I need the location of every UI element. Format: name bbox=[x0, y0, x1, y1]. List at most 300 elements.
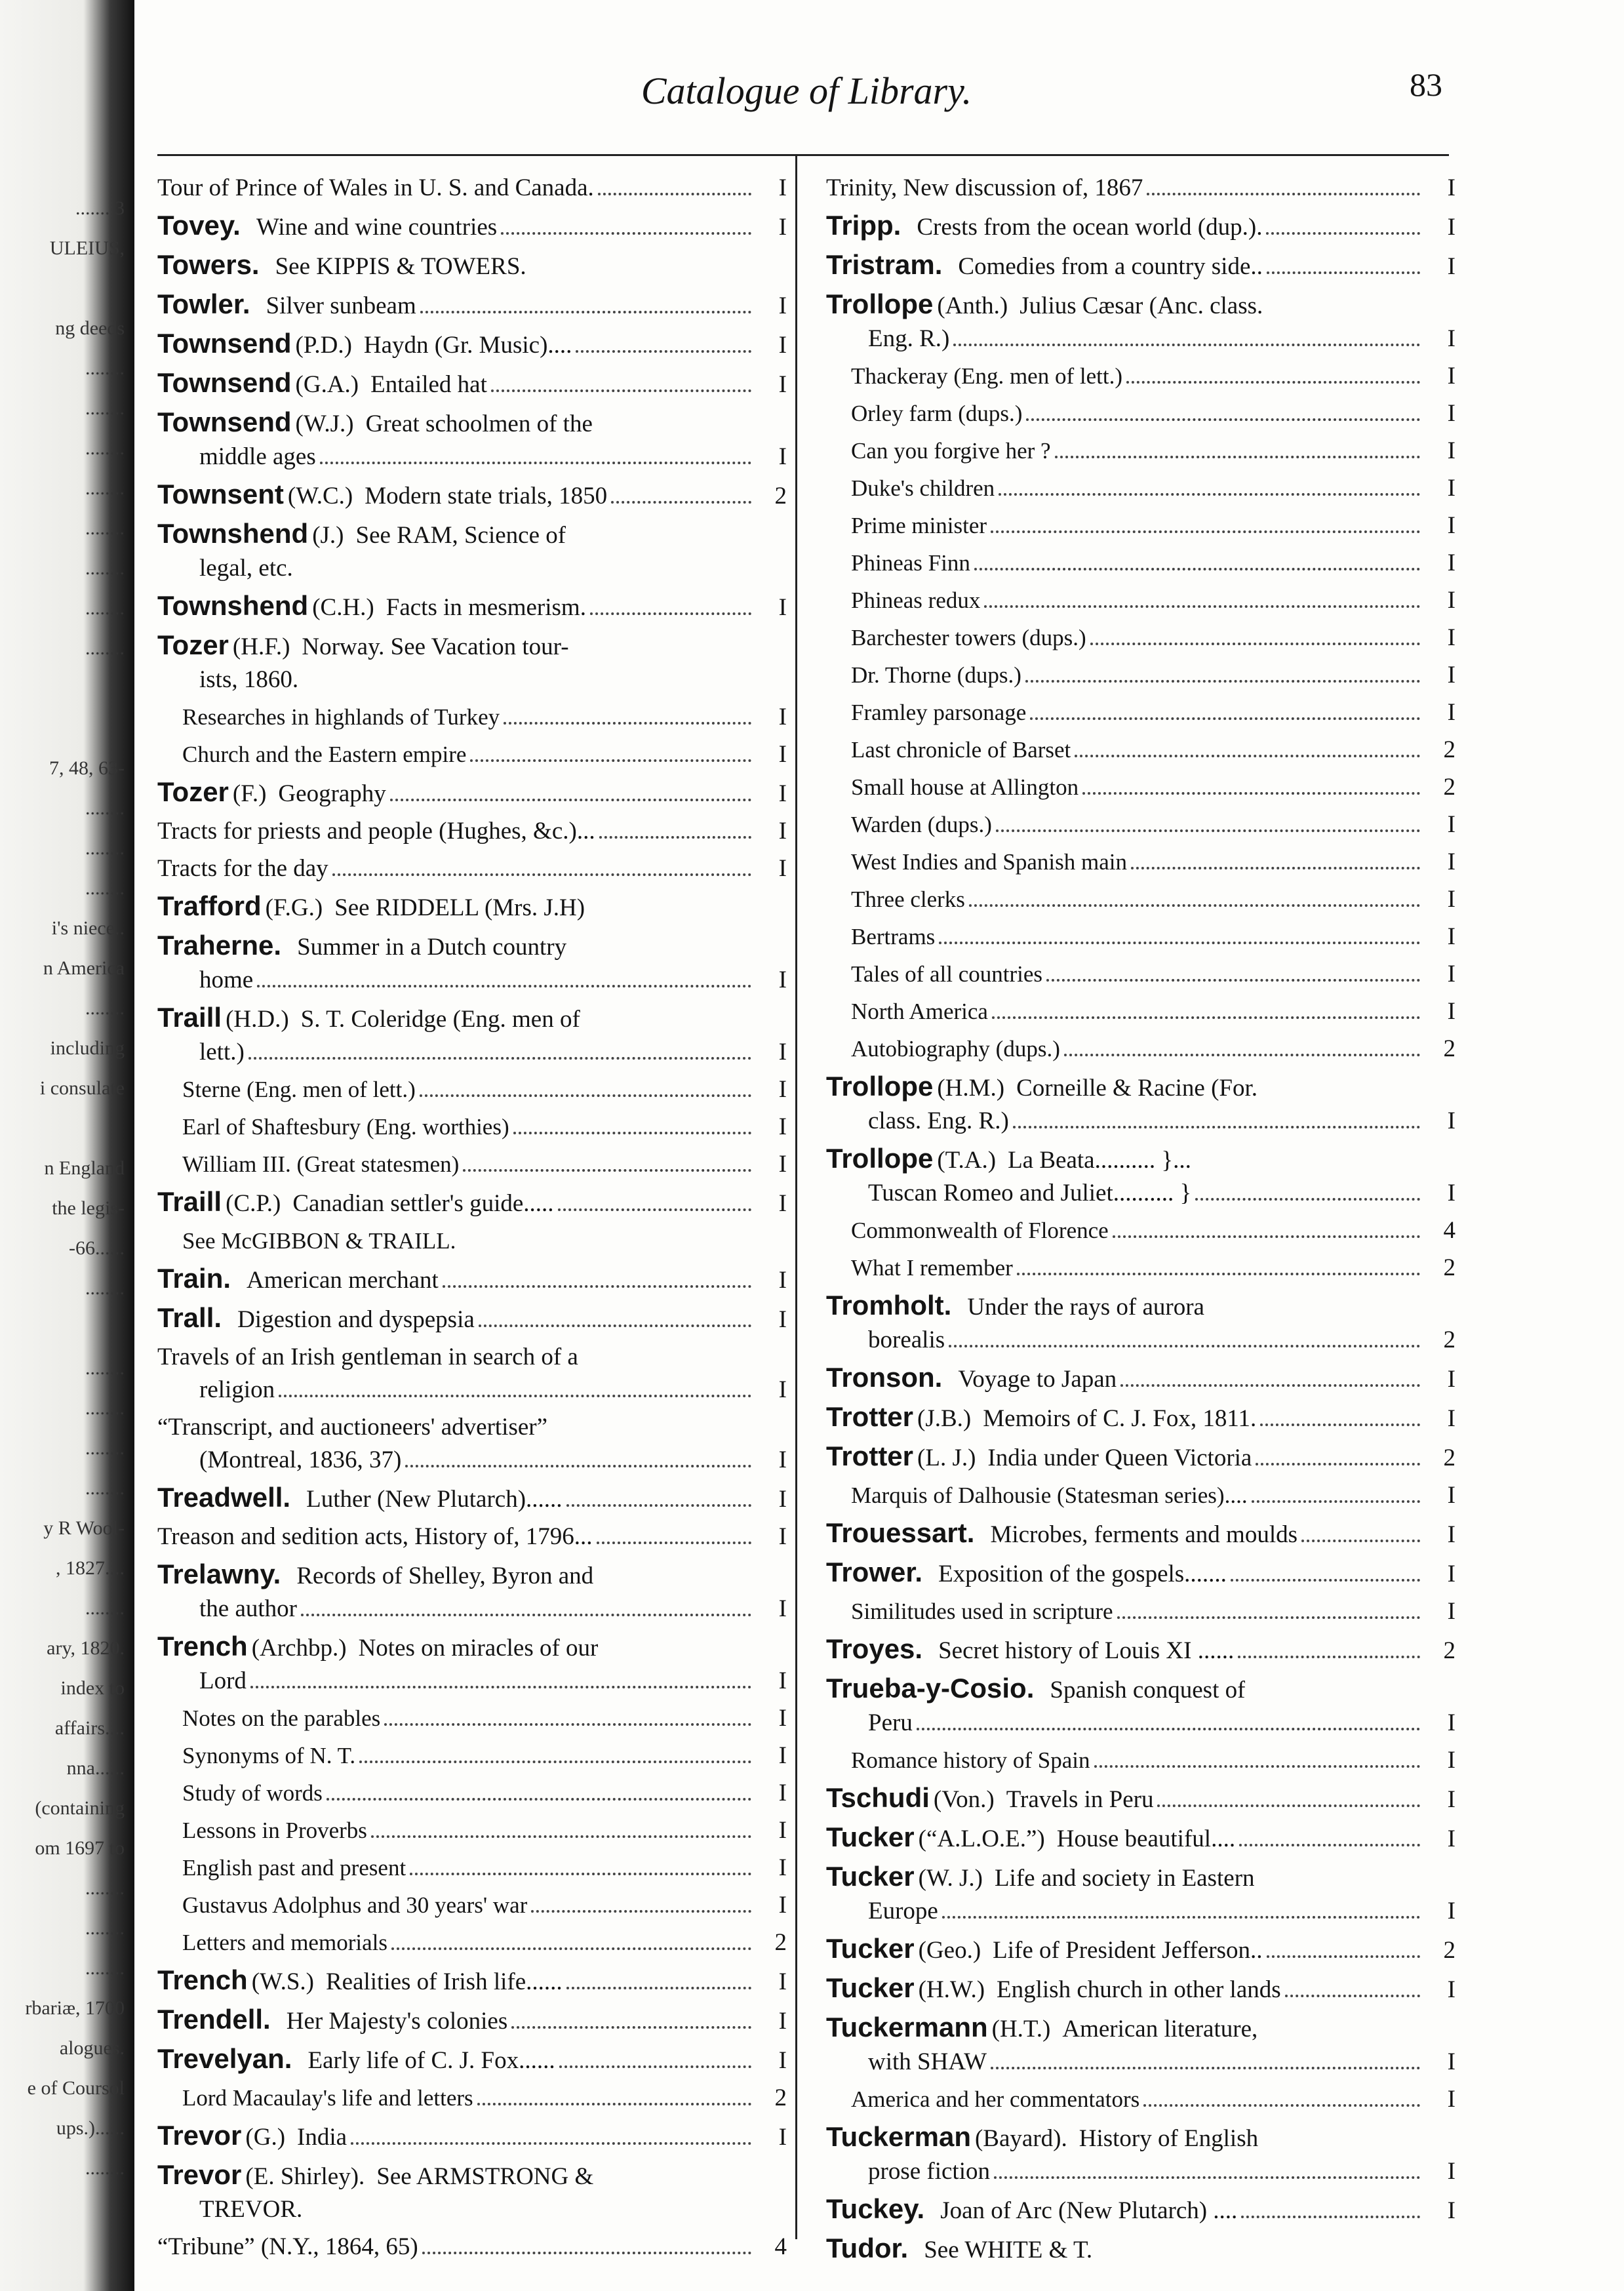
entry-initials: (Archbp.) bbox=[251, 1635, 347, 1662]
entry-title: West Indies and Spanish main bbox=[851, 849, 1128, 875]
entry-initials: (H.D.) bbox=[226, 1006, 289, 1033]
entry-title: What I remember bbox=[851, 1255, 1013, 1281]
catalogue-entry bbox=[157, 2042, 787, 2077]
volume-count: I bbox=[1447, 2048, 1456, 2075]
catalogue-entry bbox=[157, 1702, 787, 1735]
volume-count: I bbox=[1447, 961, 1456, 987]
volume-count: I bbox=[1447, 848, 1456, 875]
previous-page-fragment: ........ bbox=[85, 1917, 125, 1939]
entry-line bbox=[826, 1707, 1456, 1740]
catalogue-entry bbox=[157, 2119, 787, 2154]
entry-initials: (G.A.) bbox=[295, 371, 359, 398]
previous-page-fragment: ........ bbox=[85, 1357, 125, 1379]
catalogue-entry bbox=[157, 1302, 787, 1336]
leader-dots bbox=[942, 1907, 1420, 1919]
leader-dots bbox=[611, 492, 751, 504]
volume-count: I bbox=[778, 1595, 787, 1622]
entry-line bbox=[826, 1744, 1456, 1777]
entry-line bbox=[157, 1814, 787, 1847]
entry-author: Tuckerman bbox=[826, 2121, 971, 2152]
leader-dots bbox=[332, 864, 751, 876]
entry-title: See WHITE & T. bbox=[924, 2237, 1093, 2263]
catalogue-entry bbox=[826, 1821, 1456, 1856]
catalogue-entry bbox=[157, 2231, 787, 2263]
volume-count: I bbox=[1447, 1825, 1456, 1852]
entry-line bbox=[826, 808, 1456, 841]
leader-dots bbox=[953, 334, 1420, 346]
volume-count: 2 bbox=[1443, 1937, 1456, 1964]
catalogue-entry bbox=[826, 1401, 1456, 1435]
catalogue-entry bbox=[826, 1744, 1456, 1777]
entry-line bbox=[157, 1926, 787, 1959]
entry-author: Tovey. bbox=[157, 210, 241, 241]
leader-dots bbox=[1252, 1491, 1420, 1503]
entry-line bbox=[157, 517, 787, 552]
leader-dots bbox=[1013, 1117, 1420, 1128]
catalogue-entry bbox=[157, 478, 787, 513]
catalogue-entry bbox=[826, 249, 1456, 283]
volume-count: I bbox=[1447, 699, 1456, 726]
entry-author: Towler. bbox=[157, 289, 250, 319]
entry-title: Records of Shelley, Byron and bbox=[296, 1563, 594, 1589]
entry-author: Tucker bbox=[826, 1861, 915, 1892]
entry-title: Lessons in Proverbs bbox=[182, 1818, 367, 1843]
volume-count: I bbox=[1447, 2197, 1456, 2224]
leader-dots bbox=[420, 302, 751, 313]
leader-dots bbox=[566, 1978, 751, 1989]
previous-page-fragment: , 1827.... bbox=[56, 1557, 125, 1579]
entry-author: Trollope bbox=[826, 1071, 934, 1102]
entry-author: Tozer bbox=[157, 629, 229, 660]
entry-title: Travels in Peru bbox=[1006, 1786, 1154, 1813]
page-title: Catalogue of Library. bbox=[641, 70, 972, 112]
entry-line bbox=[826, 2155, 1456, 2188]
entry-title: Wine and wine countries bbox=[256, 214, 498, 241]
previous-page-fragment: (containing bbox=[35, 1797, 125, 1819]
previous-page-fragment: ....... 3 bbox=[75, 197, 125, 219]
leader-dots bbox=[1157, 1795, 1420, 1807]
entry-author: Townsend bbox=[157, 328, 292, 359]
entry-line bbox=[157, 406, 787, 441]
catalogue-entry bbox=[157, 1740, 787, 1772]
leader-dots bbox=[1082, 783, 1420, 795]
catalogue-entry bbox=[157, 172, 787, 205]
previous-page-fragment: ........ bbox=[85, 997, 125, 1019]
entry-title: Silver sunbeam bbox=[266, 292, 416, 319]
entry-line bbox=[826, 622, 1456, 654]
previous-page-fragment: ........ bbox=[85, 1957, 125, 1979]
leader-dots bbox=[422, 2242, 751, 2254]
previous-page-fragment: the legis- bbox=[52, 1197, 125, 1219]
leader-dots bbox=[1143, 2095, 1420, 2107]
volume-count: I bbox=[778, 1076, 787, 1103]
entry-title: Realities of Irish life...... bbox=[325, 1968, 563, 1995]
entry-title: Under the rays of aurora bbox=[967, 1294, 1204, 1321]
leader-dots bbox=[939, 932, 1420, 944]
entry-title: Geography bbox=[278, 780, 386, 807]
entry-line bbox=[157, 629, 787, 664]
entry-line bbox=[826, 1595, 1456, 1628]
entry-title: TREVOR. bbox=[199, 2196, 303, 2223]
entry-line bbox=[157, 2003, 787, 2038]
entry-initials: (F.G.) bbox=[265, 894, 323, 921]
catalogue-entry bbox=[157, 1814, 787, 1847]
entry-line bbox=[157, 552, 787, 585]
volume-count: I bbox=[778, 1705, 787, 1732]
leader-dots bbox=[1094, 1756, 1420, 1768]
entry-line bbox=[157, 1702, 787, 1735]
leader-dots bbox=[443, 1276, 751, 1288]
volume-count: 2 bbox=[1443, 1637, 1456, 1664]
previous-page-fragment: nna...... bbox=[66, 1757, 125, 1779]
entry-initials: (W.C.) bbox=[287, 483, 353, 509]
leader-dots bbox=[1075, 746, 1420, 757]
catalogue-entry bbox=[826, 2121, 1456, 2188]
entry-line bbox=[826, 1289, 1456, 1324]
volume-count: 2 bbox=[774, 2084, 787, 2111]
leader-dots bbox=[991, 521, 1420, 533]
entry-title: religion bbox=[199, 1376, 275, 1403]
entry-title: Tales of all countries bbox=[851, 961, 1043, 987]
catalogue-entry bbox=[157, 1411, 787, 1477]
entry-line bbox=[157, 1073, 787, 1106]
entry-title: Synonyms of N. T. bbox=[182, 1743, 356, 1768]
catalogue-entry bbox=[157, 929, 787, 997]
previous-page-fragment: ........ bbox=[85, 437, 125, 459]
entry-title: English church in other lands bbox=[997, 1976, 1281, 2003]
volume-count: I bbox=[778, 443, 787, 470]
catalogue-entry bbox=[826, 360, 1456, 393]
leader-dots bbox=[1030, 708, 1420, 720]
leader-dots bbox=[1117, 1607, 1420, 1619]
catalogue-entry bbox=[826, 734, 1456, 767]
leader-dots bbox=[1055, 447, 1420, 458]
entry-author: Tudor. bbox=[826, 2233, 909, 2263]
entry-initials: (H.F.) bbox=[232, 633, 290, 660]
catalogue-entry bbox=[826, 846, 1456, 879]
entry-line bbox=[157, 1558, 787, 1593]
entry-line bbox=[826, 472, 1456, 505]
previous-page-fragment: -66...... bbox=[69, 1237, 125, 1259]
previous-page-fragment: i's niece.. bbox=[51, 917, 125, 939]
entry-title: Joan of Arc (New Plutarch) .... bbox=[940, 2197, 1238, 2224]
entry-author: Tuckermann bbox=[826, 2012, 988, 2042]
entry-line bbox=[157, 1630, 787, 1665]
entry-title: See RAM, Science of bbox=[355, 522, 566, 549]
entry-line bbox=[826, 995, 1456, 1028]
entry-author: Townsend bbox=[157, 367, 292, 398]
entry-title: India under Queen Victoria bbox=[987, 1444, 1252, 1471]
leader-dots bbox=[1285, 1985, 1420, 1997]
catalogue-entry bbox=[157, 2082, 787, 2115]
catalogue-entry bbox=[826, 696, 1456, 729]
entry-title: Warden (dups.) bbox=[851, 812, 992, 837]
volume-count: I bbox=[1447, 1482, 1456, 1509]
volume-count: I bbox=[778, 741, 787, 768]
entry-line bbox=[826, 1105, 1456, 1138]
entry-initials: (T.A.) bbox=[937, 1147, 997, 1174]
entry-line bbox=[157, 1411, 787, 1444]
entry-title: Spanish conquest of bbox=[1050, 1677, 1246, 1703]
previous-page-fragment: n America bbox=[43, 957, 125, 979]
catalogue-entry bbox=[826, 172, 1456, 205]
catalogue-entry bbox=[826, 921, 1456, 953]
entry-initials: (C.H.) bbox=[312, 594, 374, 621]
previous-page-fragment: n England bbox=[44, 1157, 125, 1179]
volume-count: I bbox=[1447, 886, 1456, 913]
volume-count: I bbox=[1447, 174, 1456, 201]
entry-line bbox=[157, 209, 787, 244]
previous-page-fragment: ULEIUS, bbox=[49, 237, 125, 259]
entry-line bbox=[157, 738, 787, 771]
entry-initials: (H.W.) bbox=[918, 1976, 985, 2003]
leader-dots bbox=[470, 750, 751, 762]
entry-initials: (P.D.) bbox=[295, 332, 352, 359]
volume-count: I bbox=[778, 2008, 787, 2035]
entry-line bbox=[826, 958, 1456, 991]
entry-author: Tucker bbox=[826, 1972, 915, 2003]
leader-dots bbox=[479, 1315, 751, 1327]
entry-title: Tracts for priests and people (Hughes, &c.)... bbox=[157, 818, 595, 845]
catalogue-entry bbox=[157, 1001, 787, 1069]
volume-count: 4 bbox=[1443, 1217, 1456, 1244]
leader-dots bbox=[320, 452, 751, 464]
volume-count: I bbox=[1447, 2158, 1456, 2185]
previous-page-fragment: ........ bbox=[85, 877, 125, 899]
catalogue-entry bbox=[157, 1521, 787, 1553]
leader-dots bbox=[1301, 1530, 1420, 1542]
entry-title: Church and the Eastern empire bbox=[182, 742, 467, 767]
entry-line bbox=[157, 1593, 787, 1625]
entry-line bbox=[826, 1672, 1456, 1707]
volume-count: I bbox=[1447, 1598, 1456, 1625]
entry-title: Romance history of Spain bbox=[851, 1747, 1090, 1773]
entry-line bbox=[826, 509, 1456, 542]
catalogue-entry bbox=[157, 1630, 787, 1698]
volume-count: I bbox=[778, 1486, 787, 1513]
leader-dots bbox=[390, 789, 751, 801]
previous-page-fragment: ........ bbox=[85, 1597, 125, 1619]
entry-title: Her Majesty's colonies bbox=[286, 2008, 508, 2035]
entry-author: Tschudi bbox=[826, 1782, 930, 1813]
catalogue-entry bbox=[826, 1440, 1456, 1475]
entry-title: S. T. Coleridge (Eng. men of bbox=[300, 1006, 580, 1033]
leader-dots bbox=[1046, 970, 1420, 982]
leader-dots bbox=[371, 1826, 751, 1838]
leader-dots bbox=[1131, 858, 1420, 869]
entry-line bbox=[826, 435, 1456, 468]
volume-count: I bbox=[1447, 363, 1456, 389]
entry-title: Norway. See Vacation tour- bbox=[302, 633, 569, 660]
entry-title: class. Eng. R.) bbox=[868, 1107, 1009, 1134]
entry-line bbox=[157, 1481, 787, 1516]
leader-dots bbox=[999, 484, 1420, 496]
catalogue-entry bbox=[157, 1185, 787, 1220]
entry-line bbox=[826, 1361, 1456, 1396]
volume-count: I bbox=[1447, 998, 1456, 1025]
volume-count: I bbox=[778, 1667, 787, 1694]
entry-title: the author bbox=[199, 1595, 297, 1622]
leader-dots bbox=[597, 1532, 751, 1544]
volume-count: I bbox=[778, 1039, 787, 1066]
entry-line bbox=[157, 664, 787, 696]
entry-title: House beautiful.... bbox=[1056, 1825, 1236, 1852]
entry-initials: (C.P.) bbox=[226, 1190, 281, 1217]
entry-author: Towers. bbox=[157, 249, 260, 280]
entry-line bbox=[157, 1001, 787, 1036]
leader-dots bbox=[992, 1007, 1420, 1019]
entry-author: Trollope bbox=[826, 289, 934, 319]
leader-dots bbox=[1266, 223, 1420, 235]
entry-line bbox=[157, 2119, 787, 2154]
volume-count: I bbox=[778, 594, 787, 621]
leader-dots bbox=[1241, 2206, 1420, 2218]
volume-count: I bbox=[778, 704, 787, 730]
entry-title: Europe bbox=[868, 1898, 938, 1924]
catalogue-entry bbox=[157, 1073, 787, 1106]
volume-count: I bbox=[778, 292, 787, 319]
catalogue-entry bbox=[826, 509, 1456, 542]
catalogue-entry bbox=[826, 472, 1456, 505]
entry-title: Treason and sedition acts, History of, 1796... bbox=[157, 1523, 593, 1550]
volume-count: I bbox=[1447, 214, 1456, 241]
entry-line bbox=[157, 172, 787, 205]
entry-author: Trall. bbox=[157, 1302, 222, 1333]
entry-line bbox=[826, 2121, 1456, 2155]
entry-author: Trower. bbox=[826, 1557, 923, 1587]
volume-count: I bbox=[1447, 437, 1456, 464]
catalogue-entry bbox=[157, 1262, 787, 1297]
leader-dots bbox=[1267, 1946, 1420, 1958]
volume-count: I bbox=[1447, 1366, 1456, 1393]
previous-page-fragment: 7, 48, 63- bbox=[49, 757, 125, 779]
entry-title: Secret history of Louis XI ...... bbox=[938, 1637, 1235, 1664]
leader-dots bbox=[1113, 1226, 1420, 1238]
volume-count: I bbox=[778, 1151, 787, 1178]
catalogue-entry bbox=[157, 701, 787, 734]
volume-count: I bbox=[1447, 1521, 1456, 1548]
entry-line bbox=[826, 734, 1456, 767]
leader-dots bbox=[504, 713, 751, 725]
entry-line bbox=[826, 323, 1456, 355]
entry-title: Framley parsonage bbox=[851, 700, 1027, 725]
catalogue-entry bbox=[157, 890, 787, 925]
previous-page-margin bbox=[0, 0, 134, 2291]
entry-line bbox=[826, 2083, 1456, 2116]
catalogue-entry bbox=[826, 1479, 1456, 1512]
entry-title: American literature, bbox=[1062, 2016, 1258, 2042]
entry-title: Phineas Finn bbox=[851, 550, 970, 576]
volume-count: I bbox=[778, 214, 787, 241]
leader-dots bbox=[598, 184, 751, 195]
volume-count: I bbox=[778, 1306, 787, 1333]
entry-author: Townshend bbox=[157, 518, 309, 549]
entry-line bbox=[157, 1111, 787, 1144]
entry-title: Modern state trials, 1850 bbox=[365, 483, 608, 509]
volume-count: I bbox=[778, 1267, 787, 1294]
leader-dots bbox=[384, 1714, 751, 1726]
volume-count: I bbox=[778, 174, 787, 201]
leader-dots bbox=[257, 976, 751, 987]
entry-line bbox=[826, 2046, 1456, 2079]
catalogue-entry bbox=[157, 1225, 787, 1258]
entry-line bbox=[826, 1252, 1456, 1285]
catalogue-entry bbox=[157, 1964, 787, 1999]
entry-author: Townsend bbox=[157, 407, 292, 437]
entry-line bbox=[826, 921, 1456, 953]
leader-dots bbox=[1090, 633, 1420, 645]
entry-title: borealis bbox=[868, 1326, 945, 1353]
entry-initials: (Von.) bbox=[933, 1786, 995, 1813]
entry-author: Trouessart. bbox=[826, 1517, 975, 1548]
entry-initials: (H.M.) bbox=[937, 1075, 1005, 1102]
previous-page-fragment: rbariæ, 1700 bbox=[25, 1997, 125, 2019]
leader-dots bbox=[248, 1048, 751, 1060]
volume-count: I bbox=[1447, 400, 1456, 427]
volume-count: I bbox=[778, 1892, 787, 1919]
column-divider bbox=[795, 154, 797, 2239]
catalogue-entry bbox=[826, 2011, 1456, 2079]
entry-title: Small house at Allington bbox=[851, 774, 1079, 800]
volume-count: I bbox=[1447, 1786, 1456, 1813]
volume-count: I bbox=[1447, 325, 1456, 352]
left-column bbox=[157, 172, 787, 2268]
volume-count: 2 bbox=[1443, 1444, 1456, 1471]
entry-title: home bbox=[199, 966, 254, 993]
right-column bbox=[826, 172, 1456, 2271]
leader-dots bbox=[1260, 1414, 1420, 1426]
entry-line bbox=[157, 2159, 787, 2193]
volume-count: I bbox=[1447, 587, 1456, 614]
catalogue-entry bbox=[826, 958, 1456, 991]
entry-author: Trelawny. bbox=[157, 1559, 281, 1589]
catalogue-entry bbox=[826, 995, 1456, 1028]
entry-line bbox=[157, 2042, 787, 2077]
entry-initials: (L. J.) bbox=[917, 1444, 976, 1471]
entry-initials: (H.T.) bbox=[991, 2016, 1051, 2042]
previous-page-fragment: ........ bbox=[85, 797, 125, 819]
volume-count: I bbox=[778, 1968, 787, 1995]
volume-count: I bbox=[778, 780, 787, 807]
volume-count: I bbox=[1447, 475, 1456, 502]
catalogue-entry bbox=[826, 1782, 1456, 1816]
entry-line bbox=[826, 1860, 1456, 1895]
entry-author: Trench bbox=[157, 1964, 248, 1995]
volume-count: I bbox=[1447, 1405, 1456, 1432]
entry-initials: (Anth.) bbox=[937, 292, 1008, 319]
entry-initials: (G.) bbox=[245, 2124, 286, 2151]
previous-page-fragment: i consulate bbox=[39, 1077, 125, 1099]
entry-author: Tozer bbox=[157, 776, 229, 807]
leader-dots bbox=[566, 1495, 751, 1507]
entry-title: Julius Cæsar (Anc. class. bbox=[1020, 292, 1263, 319]
entry-author: Trendell. bbox=[157, 2004, 271, 2035]
entry-line bbox=[826, 1932, 1456, 1967]
volume-count: I bbox=[1447, 624, 1456, 651]
leader-dots bbox=[1147, 184, 1420, 195]
entry-line bbox=[157, 852, 787, 885]
entry-line bbox=[826, 1479, 1456, 1512]
entry-line bbox=[157, 249, 787, 283]
entry-line bbox=[826, 360, 1456, 393]
leader-dots bbox=[279, 1385, 751, 1397]
entry-author: Tripp. bbox=[826, 210, 901, 241]
entry-title: Marquis of Dalhousie (Statesman series).... bbox=[851, 1483, 1248, 1508]
entry-line bbox=[157, 964, 787, 997]
entry-title: Last chronicle of Barset bbox=[851, 737, 1071, 763]
catalogue-entry bbox=[826, 622, 1456, 654]
entry-line bbox=[826, 883, 1456, 916]
